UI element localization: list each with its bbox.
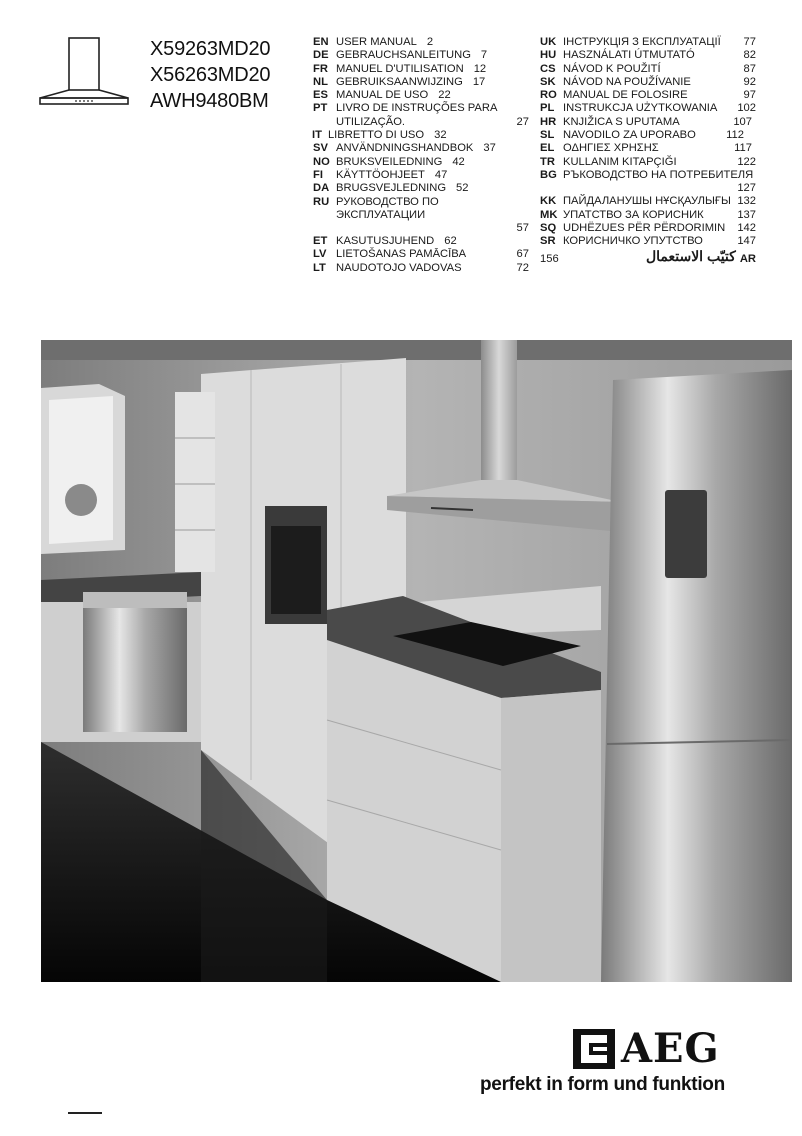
language-page: 97 — [743, 89, 756, 102]
language-page: 72 — [516, 261, 529, 274]
language-page: 52 — [456, 182, 469, 195]
language-page: 17 — [472, 75, 486, 88]
footer-divider — [68, 1112, 102, 1114]
language-page: 107 — [733, 115, 752, 128]
model-number: AWH9480BM — [150, 90, 269, 112]
brand-tagline: perfekt in form und funktion — [480, 1074, 725, 1095]
language-title: KULLANIM KITAPÇIĞI — [563, 155, 677, 168]
language-title: NÁVOD NA POUŽÍVANIE — [563, 75, 691, 88]
language-code: SV — [313, 142, 328, 155]
language-code: ES — [313, 89, 328, 102]
language-entry — [540, 195, 756, 208]
language-title: KASUTUSJUHEND — [336, 235, 435, 248]
language-title: NAUDOTOJO VADOVAS — [336, 261, 462, 274]
language-entry — [540, 250, 756, 266]
language-page: 27 — [516, 115, 529, 128]
model-number: X56263MD20 — [150, 64, 271, 86]
language-title: LIVRO DE INSTRUÇÕES PARA UTILIZAÇÃO. — [336, 102, 497, 128]
language-page: 127 — [737, 181, 756, 194]
language-code: SL — [540, 129, 555, 142]
language-code: RO — [540, 89, 557, 102]
language-code: SQ — [540, 221, 557, 234]
language-title: ANVÄNDNINGSHANDBOK — [336, 142, 474, 155]
language-code: FR — [313, 62, 328, 75]
language-entry — [313, 63, 529, 76]
language-code: MK — [540, 208, 558, 221]
aeg-logo — [573, 1027, 759, 1071]
language-title: BRUGSVEJLEDNING — [336, 182, 447, 195]
language-entry — [313, 49, 529, 62]
language-code: ET — [313, 235, 328, 248]
language-title: ΟΔΗΓΙΕΣ ΧΡΗΣΗΣ — [563, 142, 659, 155]
language-entry — [313, 89, 529, 102]
language-title: MANUEL D'UTILISATION — [336, 62, 464, 75]
language-code: CS — [540, 62, 556, 75]
language-entry — [540, 209, 756, 222]
language-entry — [313, 262, 529, 275]
language-code: TR — [540, 155, 555, 168]
language-entry — [540, 222, 756, 235]
language-title: USER MANUAL — [336, 36, 417, 48]
language-code: RU — [313, 195, 330, 208]
language-title: NAVODILO ZA UPORABO — [563, 129, 696, 142]
language-page: 77 — [743, 36, 756, 48]
language-title: ІНСТРУКЦІЯ З ЕКСПЛУАТАЦІЇ — [563, 36, 721, 48]
language-page: 102 — [737, 102, 756, 115]
language-page: 62 — [444, 235, 457, 248]
language-entry — [540, 36, 756, 49]
language-title: LIETOŠANAS PAMĀCĪBA — [336, 248, 467, 261]
language-page: 156 — [540, 253, 559, 266]
language-title: РЪКОВОДСТВО НА ПОТРЕБИТЕЛЯ — [563, 168, 754, 181]
language-page: 122 — [737, 155, 756, 168]
language-entry — [540, 142, 756, 155]
language-title: КОРИСНИЧКО УПУТСТВО — [563, 235, 703, 248]
language-code: LT — [313, 261, 326, 274]
language-page: 87 — [743, 62, 756, 75]
language-entry — [312, 129, 529, 142]
language-entry — [540, 168, 756, 194]
language-entry — [313, 142, 529, 155]
language-entry — [540, 102, 756, 115]
language-entry — [313, 248, 529, 261]
language-code: EN — [313, 36, 329, 48]
language-entry — [540, 116, 756, 129]
language-entry — [540, 63, 756, 76]
language-page: 37 — [483, 142, 496, 155]
language-code: PL — [540, 102, 555, 115]
language-code: LV — [313, 248, 327, 261]
language-title: UDHËZUES PËR PËRDORIMIN — [563, 221, 726, 234]
model-number: X59263MD20 — [150, 38, 271, 60]
language-entry — [540, 235, 756, 248]
language-page: 57 — [516, 221, 529, 234]
language-code: UK — [540, 36, 557, 48]
language-code: HU — [540, 49, 557, 62]
language-entry — [313, 76, 529, 89]
language-page: 7 — [480, 49, 488, 62]
language-page: 47 — [434, 168, 448, 181]
cooker-hood-icon — [36, 36, 132, 108]
language-page: 67 — [516, 248, 529, 261]
language-title: MANUAL DE FOLOSIRE — [563, 89, 688, 102]
language-title: LIBRETTO DI USO — [327, 129, 425, 142]
language-page: 22 — [438, 89, 451, 102]
language-entry — [313, 169, 529, 182]
language-title: ПАЙДАЛАНУШЫ НҰСҚАУЛЫҒЫ — [563, 195, 731, 208]
language-code: BG — [540, 168, 557, 181]
language-code: NO — [313, 155, 330, 168]
language-code: DA — [313, 182, 330, 195]
language-title: GEBRAUCHSANLEITUNG — [336, 49, 471, 62]
language-code: SK — [540, 75, 556, 88]
language-code: AR — [739, 253, 756, 266]
language-title: NÁVOD K POUŽITÍ — [563, 62, 661, 75]
language-page: 12 — [473, 62, 487, 75]
language-title: KNJIŽICA S UPUTAMA — [563, 115, 680, 128]
language-title: УПАТСТВО ЗА КОРИСНИК — [563, 208, 704, 221]
logo-wordmark: AEG — [621, 1025, 720, 1072]
language-code: IT — [312, 129, 322, 142]
language-page: 132 — [737, 195, 756, 208]
language-index-right — [540, 36, 756, 267]
kitchen-photo — [41, 340, 792, 982]
language-page: 92 — [743, 75, 756, 88]
language-page: 2 — [426, 36, 434, 48]
language-page: 142 — [737, 221, 756, 234]
language-title: РУКОВОДСТВО ПО ЭКСПЛУАТАЦИИ — [336, 195, 439, 221]
language-title: MANUAL DE USO — [336, 89, 429, 102]
language-title: كتيّب الاستعمال — [645, 248, 736, 265]
language-page: 82 — [743, 49, 756, 62]
language-code: FI — [313, 168, 323, 181]
aeg-electrolux-logo-mark — [573, 1029, 615, 1069]
language-page: 42 — [452, 155, 465, 168]
language-entry — [313, 195, 529, 234]
language-entry — [313, 182, 529, 195]
language-title: BRUKSVEILEDNING — [336, 155, 443, 168]
language-title: KÄYTTÖOHJEET — [336, 168, 425, 181]
language-page: 112 — [726, 129, 744, 142]
language-title: GEBRUIKSAANWIJZING — [336, 75, 463, 88]
language-entry — [313, 156, 529, 169]
language-code: PT — [313, 102, 328, 115]
language-entry — [313, 36, 529, 49]
language-code: NL — [313, 75, 328, 88]
language-entry — [540, 129, 756, 142]
language-code: DE — [313, 49, 329, 62]
language-page: 117 — [734, 142, 752, 155]
language-page: 147 — [737, 235, 756, 248]
language-entry — [540, 156, 756, 169]
language-title: HASZNÁLATI ÚTMUTATÓ — [563, 49, 695, 62]
language-code: HR — [540, 115, 557, 128]
language-page: 137 — [737, 208, 756, 221]
language-entry — [540, 49, 756, 62]
language-page: 32 — [434, 129, 447, 142]
language-code: EL — [540, 142, 555, 155]
language-code: KK — [540, 195, 557, 208]
language-index-left — [313, 36, 529, 275]
language-code: SR — [540, 235, 556, 248]
language-title: INSTRUKCJA UŻYTKOWANIA — [563, 102, 718, 115]
language-entry — [313, 235, 529, 248]
language-entry — [313, 102, 529, 129]
language-entry — [540, 76, 756, 89]
language-entry — [540, 89, 756, 102]
model-list — [150, 36, 270, 114]
